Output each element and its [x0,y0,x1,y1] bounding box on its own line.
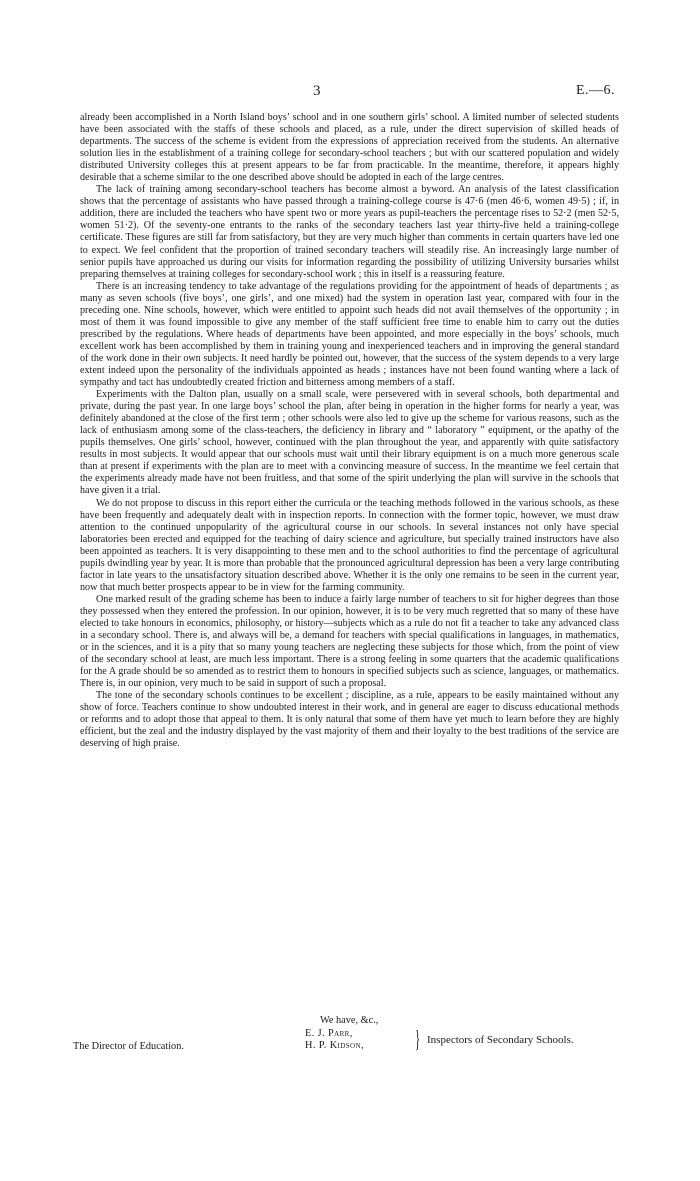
signatory-parr: E. J. Parr, [305,1028,353,1039]
closing-line: We have, &c., [320,1015,379,1026]
paragraph-4: Experiments with the Dalton plan, usually on a small scale, were persevered with in several schools, both departmental and private, during the past year. In one large boys’ school the plan, after being in operation in the higher forms for nearly a year, was definitely abandoned at the close of the first term ; other schools were also led to give up the scheme for various reasons, such as the lack of enthusiasm among some of the class-teachers, the deficiency in library and “ laboratory ” equipment, or the apathy of the pupils themselves. One girls’ school, however, continued with the plan throughout the year, and apparently with quite satisfactory results in most subjects. It would appear that our schools must wait until their library equipment is on a much more generous scale than at present if experiments with the plan are to meet with a convincing measure of success. In the meantime we feel certain that the experiments already made have not been fruitless, and that some of the spirit underlying the plan will survive in the schools that have given it a trial. [80,389,619,497]
page-number: 3 [313,83,321,99]
paragraph-7: The tone of the secondary schools continues to be excellent ; discipline, as a rule, appears to be easily maintained without any show of force. Teachers continue to show undoubted interest in their work, and in general are eager to discuss educational methods or reforms and to adopt those that appeal to them. It is only natural that some of them have yet much to learn before they are highly efficient, but the zeal and the industry displayed by the vast majority of them and their loyalty to the best traditions of the service are deserving of high praise. [80,690,619,750]
paragraph-2: The lack of training among secondary-school teachers has become almost a byword. An analysis of the latest classification shows that the percentage of assistants who have passed through a training-college course is 47·6 (men 46·6, women 49·5) ; if, in addition, there are included the teachers who have spent two or more years as pupil-teachers the percentage rises to 52·2 (men 52·5, women 51·2). Of the seventy-one entrants to the ranks of the secondary teachers last year thirty-five held a training-college certificate. These figures are still far from satisfactory, but they are very much higher than comments in certain quarters have led one to expect. We feel confident that the proportion of trained secondary teachers will steadily rise. An increasingly large number of senior pupils have approached us during our visits for information regarding the possibility of utilizing University bursaries whilst preparing themselves at training colleges for secondary-school work ; this in itself is a reassuring feature. [80,184,619,280]
document-reference: E.—6. [575,83,615,98]
signatory-kidson: H. P. Kidson, [305,1040,364,1051]
brace-glyph: } [415,1027,421,1053]
paragraph-5: We do not propose to discuss in this report either the curricula or the teaching methods followed in the various schools, as these have been frequently and adequately dealt with in inspection reports. In connection with the former topic, however, we must draw attention to the continued unpopularity of the agricultural course in our schools. In several instances not only have special laboratories been erected and equipped for the teaching of dairy science and agriculture, but specially trained instructors have also been appointed as teachers. It is very disappointing to these men and to the school authorities to find the percentage of agricultural pupils dwindling year by year. It is more than probable that the pronounced agricultural depression has been a very large contributing factor in late years to the unsatisfactory situation described above. Whether it is the only one remains to be seen in the current year, now that much better prospects appear to be in view for the farming community. [80,497,619,593]
signatory-role: Inspectors of Secondary Schools. [427,1034,574,1046]
page-header [0,83,700,99]
signatories [305,1028,364,1052]
paragraph-6: One marked result of the grading scheme has been to induce a fairly large number of teachers to sit for higher degrees than those they possessed when they entered the profession. In our opinion, however, it is to be very much regretted that so many of these have elected to take honours in economics, philosophy, or history—subjects which as a rule do not fit a teacher to take any advanced class in a secondary school. There is, and always will be, a demand for teachers with special qualifications in languages, in mathematics, or in the sciences, and it is a pity that so many young teachers are neglecting these subjects for those which, from the point of view of the secondary school at least, are much less important. There is a strong feeling in some quarters that the academic qualifications for the A grade should be so amended as to restrict them to honours in specified subjects such as science, languages, or mathematics. There is, in our opinion, very much to be said in support of such a proposal. [80,593,619,690]
addressee: The Director of Education. [73,1041,184,1052]
signoff-block [0,1015,700,1075]
report-body [80,112,619,750]
paragraph-1: already been accomplished in a North Island boys’ school and in one southern girls’ school. A limited number of selected students have been associated with the staffs of these schools and placed, as a rule, under the direct supervision of skilled heads of departments. The success of the scheme is evident from the expressions of appreciation received from the students. An alternative solution lies in the establishment of a training college for secondary-school teachers ; but with our scattered population and widely distributed University colleges this at present appears to be far from practicable. In the meantime, therefore, it appears highly desirable that a scheme similar to the one described above should be adopted in each of the large centres. [80,112,619,184]
paragraph-3: There is an increasing tendency to take advantage of the regulations providing for the appointment of heads of departments ; as many as seven schools (five boys’, one girls’, and one mixed) had the system in operation last year, compared with four in the preceding one. Nine schools, however, which were entitled to appoint such heads did not avail themselves of the opportunity ; in most of them it was found impossible to give any member of the staff sufficient free time to enable him to carry out the duties prescribed by the regulations. Where heads of departments have been appointed, and more especially in the boys’ schools, much excellent work has been accomplished by them in training young and inexperienced teachers and in improving the general standard of the work done in their own subjects. It need hardly be pointed out, however, that the success of the system depends to a very large extent indeed upon the personality of the individuals appointed as heads ; instances have not been found wanting where a lack of sympathy and tact has undoubtedly created friction and bitterness among members of a staff. [80,280,619,389]
